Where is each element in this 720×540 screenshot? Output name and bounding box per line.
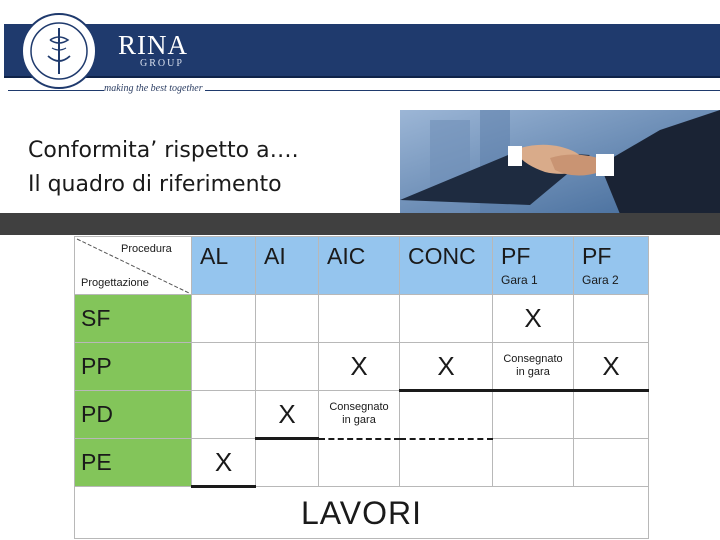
corner-label-procedura: Procedura (121, 243, 172, 255)
matrix-cell (319, 439, 400, 487)
rina-seal-logo (20, 12, 98, 90)
matrix-cell (319, 295, 400, 343)
matrix-cell-note (319, 391, 400, 439)
row-label: PE (75, 439, 192, 487)
matrix-cell (192, 343, 256, 391)
brand-tagline: making the best together (104, 83, 203, 94)
matrix-cell (400, 439, 493, 487)
slide-title-line-1: Conformita’ rispetto a…. (28, 138, 299, 163)
corner-label-progettazione: Progettazione (81, 277, 149, 289)
row-label: PP (75, 343, 192, 391)
slide-title-line-2: Il quadro di riferimento (28, 172, 282, 197)
brand-name: RINA (118, 30, 188, 60)
column-header: AL (192, 237, 256, 295)
matrix-cell (493, 439, 574, 487)
matrix-cell (400, 295, 493, 343)
row-label: PD (75, 391, 192, 439)
title-divider-bar (0, 213, 720, 235)
header-bar (4, 24, 720, 78)
matrix-cell: X (256, 391, 319, 439)
matrix-cell: X (493, 295, 574, 343)
matrix-cell (493, 391, 574, 439)
matrix-cell (574, 295, 649, 343)
matrix-cell (256, 439, 319, 487)
matrix-cell (574, 391, 649, 439)
matrix-cell (256, 295, 319, 343)
matrix-cell: X (192, 439, 256, 487)
note-line: in gara (342, 414, 376, 427)
matrix-cell-note (493, 343, 574, 391)
column-header: PF Gara 2 (574, 237, 649, 295)
tagline-rule-right (205, 90, 720, 91)
matrix-cell (574, 439, 649, 487)
note-line: Consegnato (503, 353, 563, 365)
matrix-cell: X (400, 343, 493, 391)
matrix-cell: X (574, 343, 649, 391)
row-label: SF (75, 295, 192, 343)
handshake-image (400, 110, 720, 214)
note-line: Consegnato (329, 401, 389, 414)
conformity-matrix (74, 236, 649, 539)
column-header: AI (256, 237, 319, 295)
matrix-corner-cell (75, 237, 192, 295)
matrix-cell (192, 391, 256, 439)
footer-lavori: LAVORI (75, 487, 649, 539)
column-header: PF Gara 1 (493, 237, 574, 295)
note-line: in gara (516, 366, 550, 378)
matrix-cell (192, 295, 256, 343)
matrix-cell (256, 343, 319, 391)
tagline-rule-left (8, 90, 104, 91)
column-header: CONC (400, 237, 493, 295)
matrix-cell (400, 391, 493, 439)
matrix-cell: X (319, 343, 400, 391)
column-header: AIC (319, 237, 400, 295)
brand-group: GROUP (140, 58, 184, 69)
